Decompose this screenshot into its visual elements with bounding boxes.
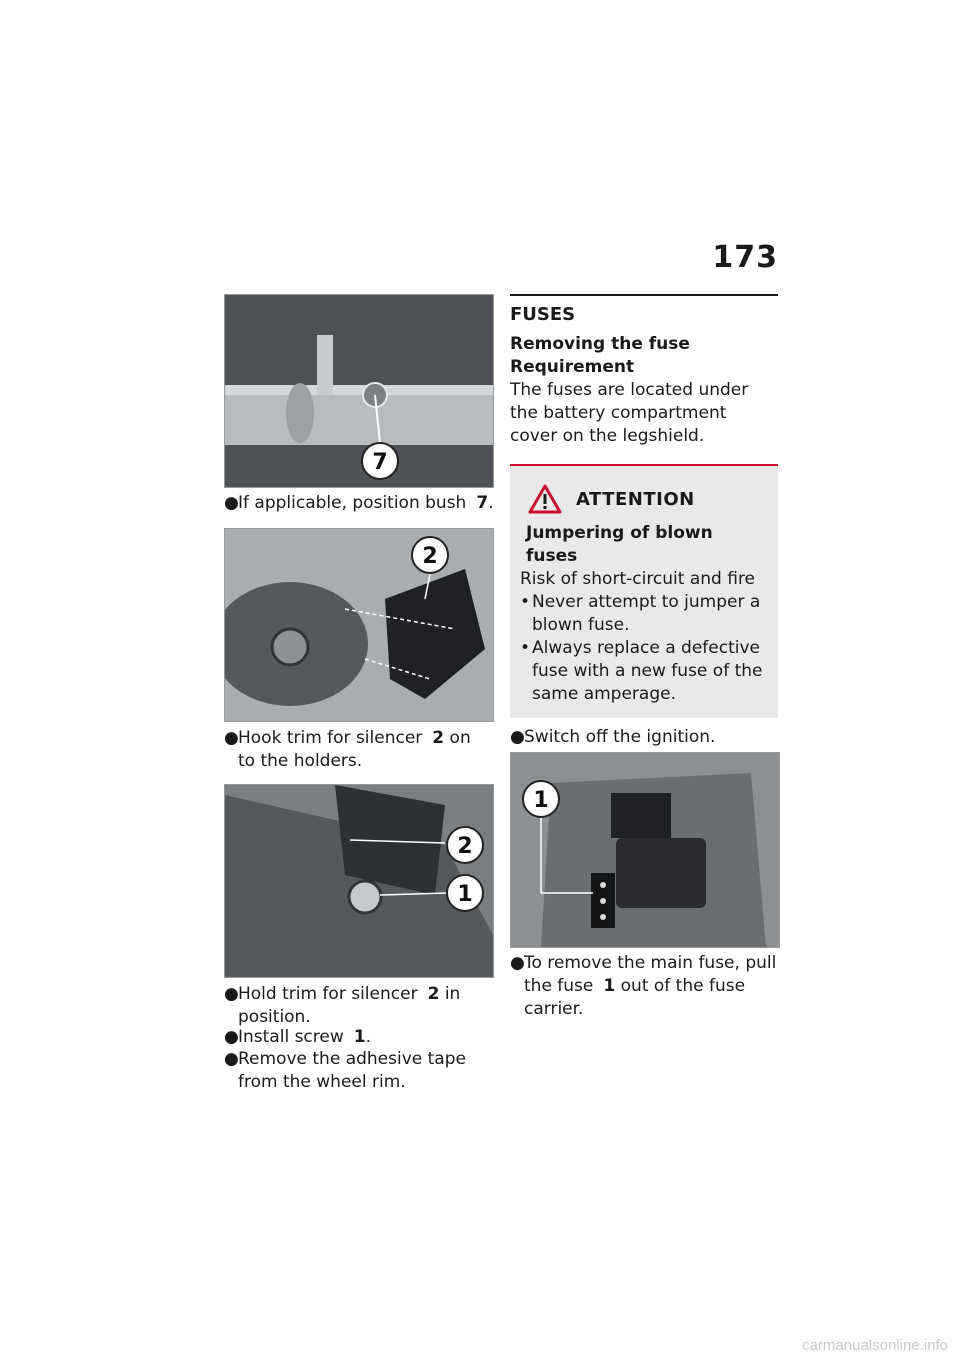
figure-bush-position [224, 294, 494, 488]
figure-bush-callout: 7 [372, 450, 388, 475]
step-remove-main-fuse [510, 952, 792, 1021]
bullet: • [520, 592, 531, 612]
figure-install-screw [224, 784, 494, 978]
step-position-bush [224, 492, 508, 515]
right-column [510, 294, 778, 795]
figure-silencer-trim-drawing [225, 529, 493, 721]
figure-trim-callout: 2 [422, 544, 438, 569]
bullet: ● [510, 727, 525, 747]
bullet: ● [224, 1027, 239, 1047]
attention-box [510, 464, 778, 718]
step-ref: 1 [353, 1027, 366, 1047]
step-hook-trim [224, 727, 488, 773]
bullet: ● [224, 1049, 239, 1069]
step-text: If applicable, position bush [238, 493, 467, 513]
step-remove-tape [224, 1048, 488, 1094]
attention-hazard: Jumpering of blown fuses [526, 523, 713, 566]
step-switch-off-ignition [510, 726, 778, 749]
bullet: ● [224, 728, 239, 748]
bullet: ● [224, 493, 239, 513]
step-tail: on to the holders. [238, 728, 471, 771]
step-hold-trim [224, 983, 488, 1029]
attention-header [528, 484, 768, 514]
figure-fuse-carrier-drawing [511, 753, 779, 947]
step-tail: in position. [238, 984, 461, 1027]
attention-item [520, 637, 768, 706]
requirement-text: The fuses are located under the battery compartment cover on the legshield. [510, 380, 749, 446]
step-text: To remove the main fuse, pull the fuse [524, 953, 777, 996]
figure-fuse-carrier [510, 752, 780, 948]
page-number: 173 [712, 240, 778, 275]
attention-title: ATTENTION [576, 488, 695, 510]
attention-consequence: Risk of short-circuit and fire [520, 569, 756, 589]
attention-item-text: Always replace a defective fuse with a new fuse of the same amperage. [532, 638, 763, 704]
step-text: Install screw [238, 1027, 344, 1047]
step-text: Hook trim for silencer [238, 728, 423, 748]
step-ref: 7 [476, 493, 489, 513]
bullet: • [520, 638, 531, 658]
figure-fuse-callout: 1 [533, 788, 549, 813]
step-text: Hold trim for silencer [238, 984, 418, 1004]
bullet: ● [224, 984, 239, 1004]
step-tail: . [365, 1027, 372, 1047]
requirement-label: Requirement [510, 357, 635, 377]
step-tail: . [488, 493, 494, 513]
bullet: ● [510, 953, 525, 973]
step-tail: out of the fuse carrier. [524, 976, 746, 1019]
figure-screw-callout-trim: 2 [457, 834, 473, 859]
step-text: Remove the adhesive tape from the wheel rim. [238, 1049, 466, 1092]
figure-silencer-trim [224, 528, 494, 722]
watermark: carmanualsonline.info [802, 1337, 948, 1354]
step-text: Switch off the ignition. [524, 727, 716, 747]
attention-item-text: Never attempt to jumper a blown fuse. [532, 592, 761, 635]
attention-item [520, 591, 768, 637]
figure-screw-callout-screw: 1 [457, 882, 473, 907]
figure-bush-position-drawing [225, 295, 493, 487]
step-ref: 1 [603, 976, 616, 996]
step-ref: 2 [432, 728, 445, 748]
step-ref: 2 [427, 984, 440, 1004]
section-rule [510, 294, 778, 296]
figure-install-screw-drawing [225, 785, 493, 977]
step-install-screw [224, 1026, 488, 1049]
subsection-title: Removing the fuse [510, 334, 690, 354]
section-title: FUSES [510, 304, 576, 325]
warning-triangle-icon [528, 484, 562, 514]
